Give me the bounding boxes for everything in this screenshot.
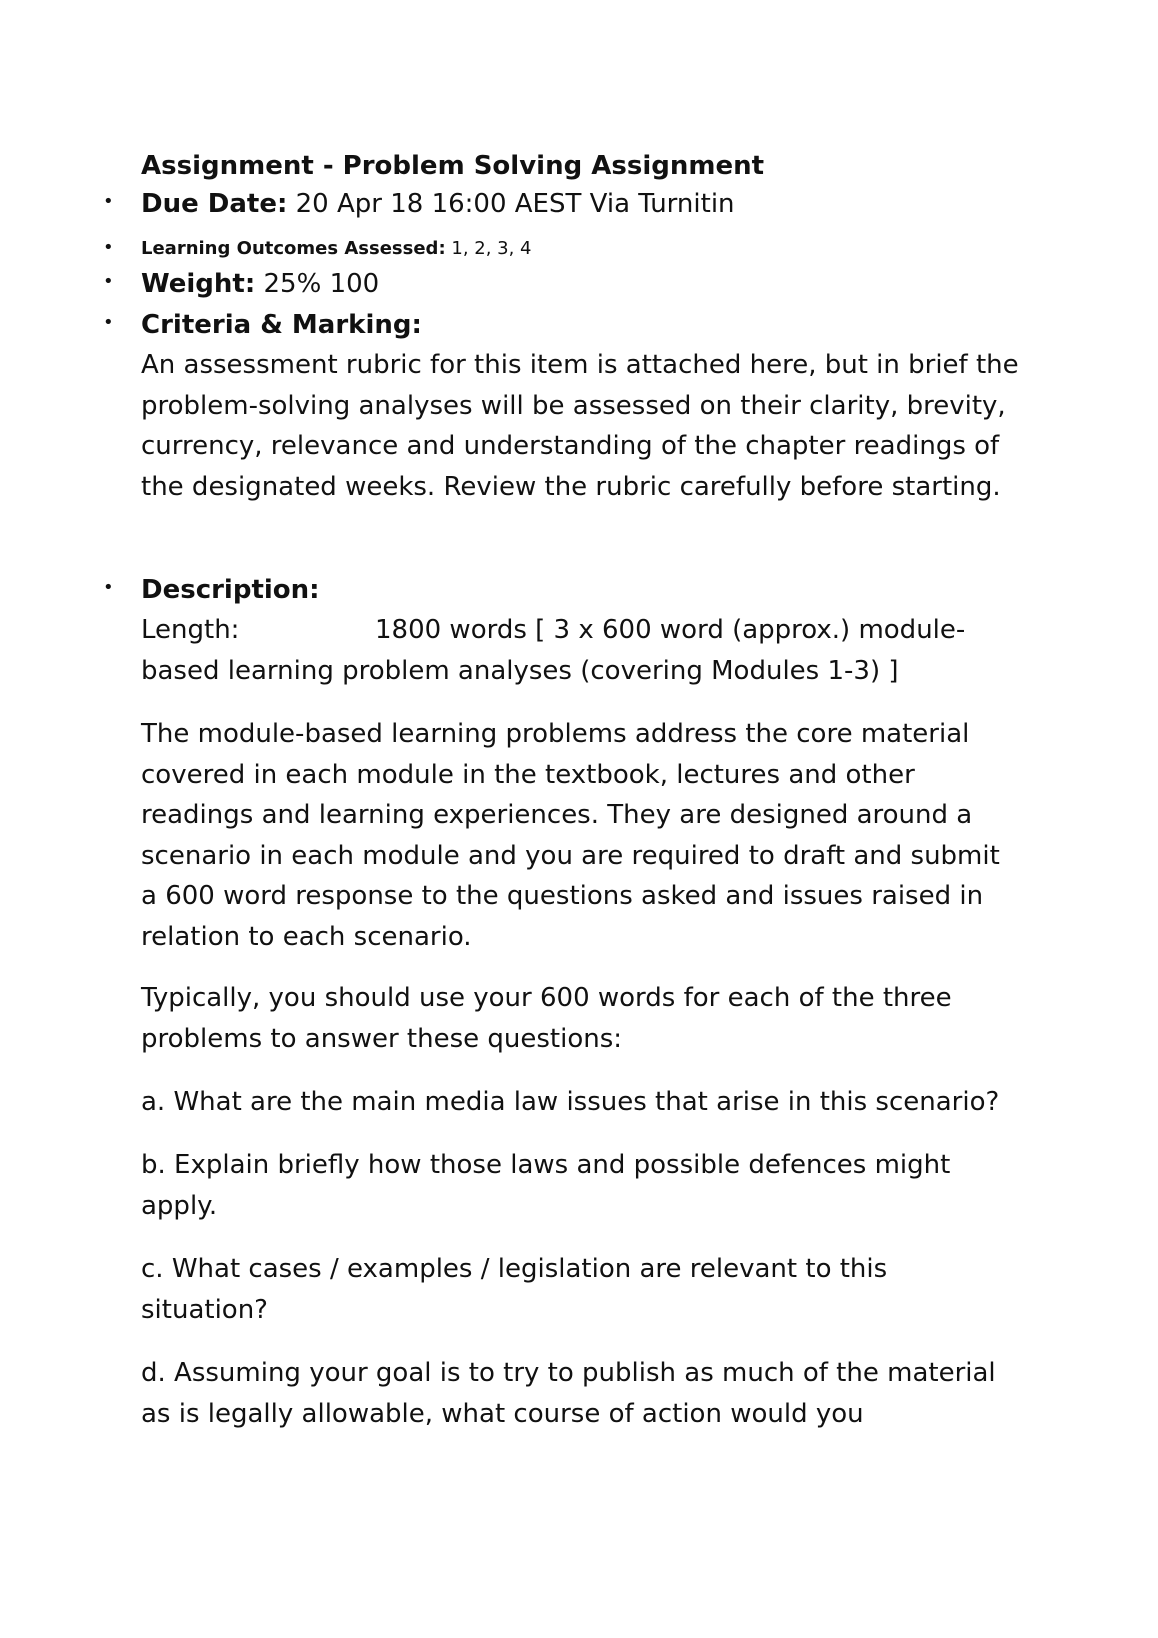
assignment-title: Assignment - Problem Solving Assignment: [141, 151, 765, 181]
description-label: Description:: [141, 575, 320, 605]
length-value: 1800 words [ 3 x 600 word (approx.) module-based learning problem analyses (covering Modules 1-3) ]: [141, 615, 966, 686]
bullet-weight: •: [103, 271, 114, 292]
weight-label: Weight:: [141, 269, 256, 299]
description-paragraph-2: Typically, you should use your 600 words for each of the three problems to answer these questions:: [141, 983, 952, 1054]
length-label: Length:: [141, 615, 240, 645]
bullet-description: •: [103, 577, 114, 598]
question-a: a. What are the main media law issues that arise in this scenario?: [141, 1087, 1000, 1117]
description-paragraph-1: The module-based learning problems address the core material covered in each module in the textbook, lectures and other readings and learning experiences. They are designed around a scenario in each module and you are required to draft and submit a 600 word response to the questions asked and issues raised in relation to each scenario.: [141, 719, 1000, 952]
criteria-text: An assessment rubric for this item is attached here, but in brief the problem-solving analyses will be assessed on their clarity, brevity, currency, relevance and understanding of the chapter readings of the designated weeks. Review the rubric carefully before starting.: [141, 350, 1019, 502]
due-date-value: 20 Apr 18 16:00 AEST Via Turnitin: [287, 189, 735, 219]
due-date-row: [141, 184, 735, 224]
question-d: d. Assuming your goal is to try to publish as much of the material as is legally allowable, what course of action would you: [141, 1358, 996, 1429]
question-c: c. What cases / examples / legislation are relevant to this situation?: [141, 1254, 888, 1325]
learning-outcomes-label: Learning Outcomes Assessed:: [141, 238, 446, 259]
bullet-criteria: •: [103, 312, 114, 333]
criteria-label: Criteria & Marking:: [141, 310, 422, 340]
due-date-label: Due Date:: [141, 189, 288, 219]
question-b: b. Explain briefly how those laws and possible defences might apply.: [141, 1150, 951, 1221]
bullet-due-date: •: [103, 191, 114, 212]
bullet-learning-outcomes: •: [103, 237, 114, 258]
weight-row: [141, 264, 379, 304]
learning-outcomes-row: [141, 235, 532, 263]
weight-value: 25% 100: [255, 269, 380, 299]
description-length: [141, 610, 1021, 691]
learning-outcomes-value: 1, 2, 3, 4: [445, 238, 532, 259]
